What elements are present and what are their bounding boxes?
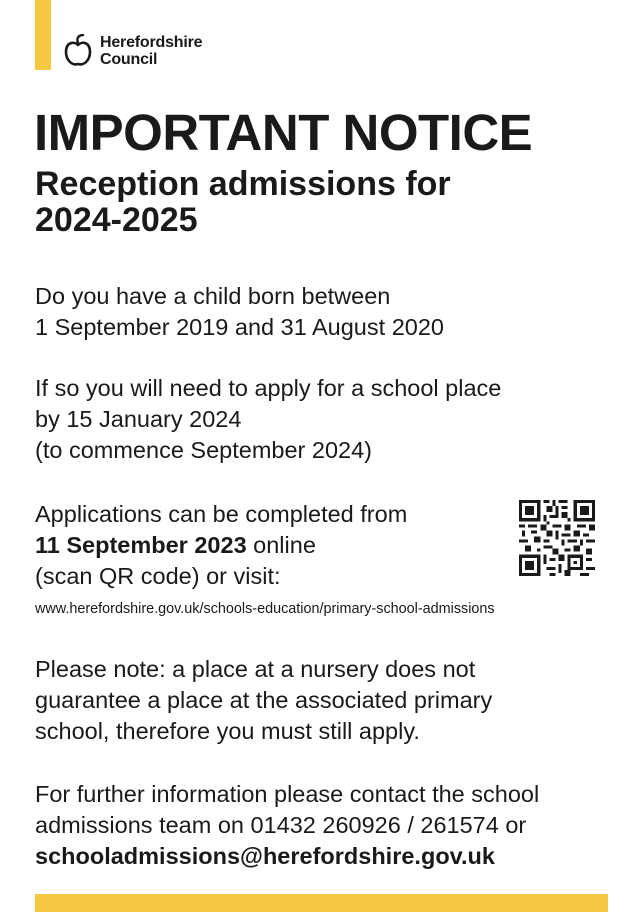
subtitle-line2: 2024-2025: [35, 201, 198, 239]
contact-line2: admissions team on 01432 260926 / 261574 or: [35, 812, 527, 838]
nursery-note-paragraph: [35, 654, 492, 747]
nursery-line1: Please note: a place at a nursery does not: [35, 656, 476, 682]
eligibility-paragraph: [35, 281, 444, 343]
contact-line1: For further information please contact the school: [35, 781, 540, 807]
applications-date: 11 September 2023: [35, 532, 247, 558]
deadline-line3: (to commence September 2024): [35, 437, 372, 463]
logo-text: [100, 34, 202, 68]
accent-bar-bottom: [35, 894, 608, 912]
applications-line2: [35, 530, 407, 561]
contact-paragraph: [35, 779, 539, 872]
deadline-line1: If so you will need to apply for a school place: [35, 375, 502, 401]
notice-title: IMPORTANT NOTICE: [34, 104, 533, 161]
council-logo[interactable]: [64, 34, 202, 68]
contact-email-link[interactable]: schooladmissions@herefordshire.gov.uk: [35, 843, 495, 869]
applications-paragraph: [35, 499, 407, 592]
deadline-paragraph: [35, 373, 501, 466]
subtitle-line1: Reception admissions for: [35, 165, 451, 203]
apple-icon: [64, 34, 92, 68]
qr-code-icon[interactable]: [519, 500, 595, 576]
eligibility-line2: 1 September 2019 and 31 August 2020: [35, 314, 444, 340]
nursery-line3: school, therefore you must still apply.: [35, 718, 420, 744]
applications-line1: Applications can be completed from: [35, 501, 408, 527]
accent-bar-top: [35, 0, 51, 70]
notice-subtitle: [35, 166, 575, 238]
nursery-line2: guarantee a place at the associated primary: [35, 687, 493, 713]
applications-line3: (scan QR code) or visit:: [35, 563, 281, 589]
eligibility-line1: Do you have a child born between: [35, 283, 391, 309]
deadline-line2: by 15 January 2024: [35, 406, 242, 432]
admissions-url-link[interactable]: www.herefordshire.gov.uk/schools-education/primary-school-admissions: [35, 601, 495, 617]
logo-line2: Council: [100, 51, 158, 68]
applications-online: online: [246, 532, 316, 558]
logo-line1: Herefordshire: [100, 34, 203, 51]
